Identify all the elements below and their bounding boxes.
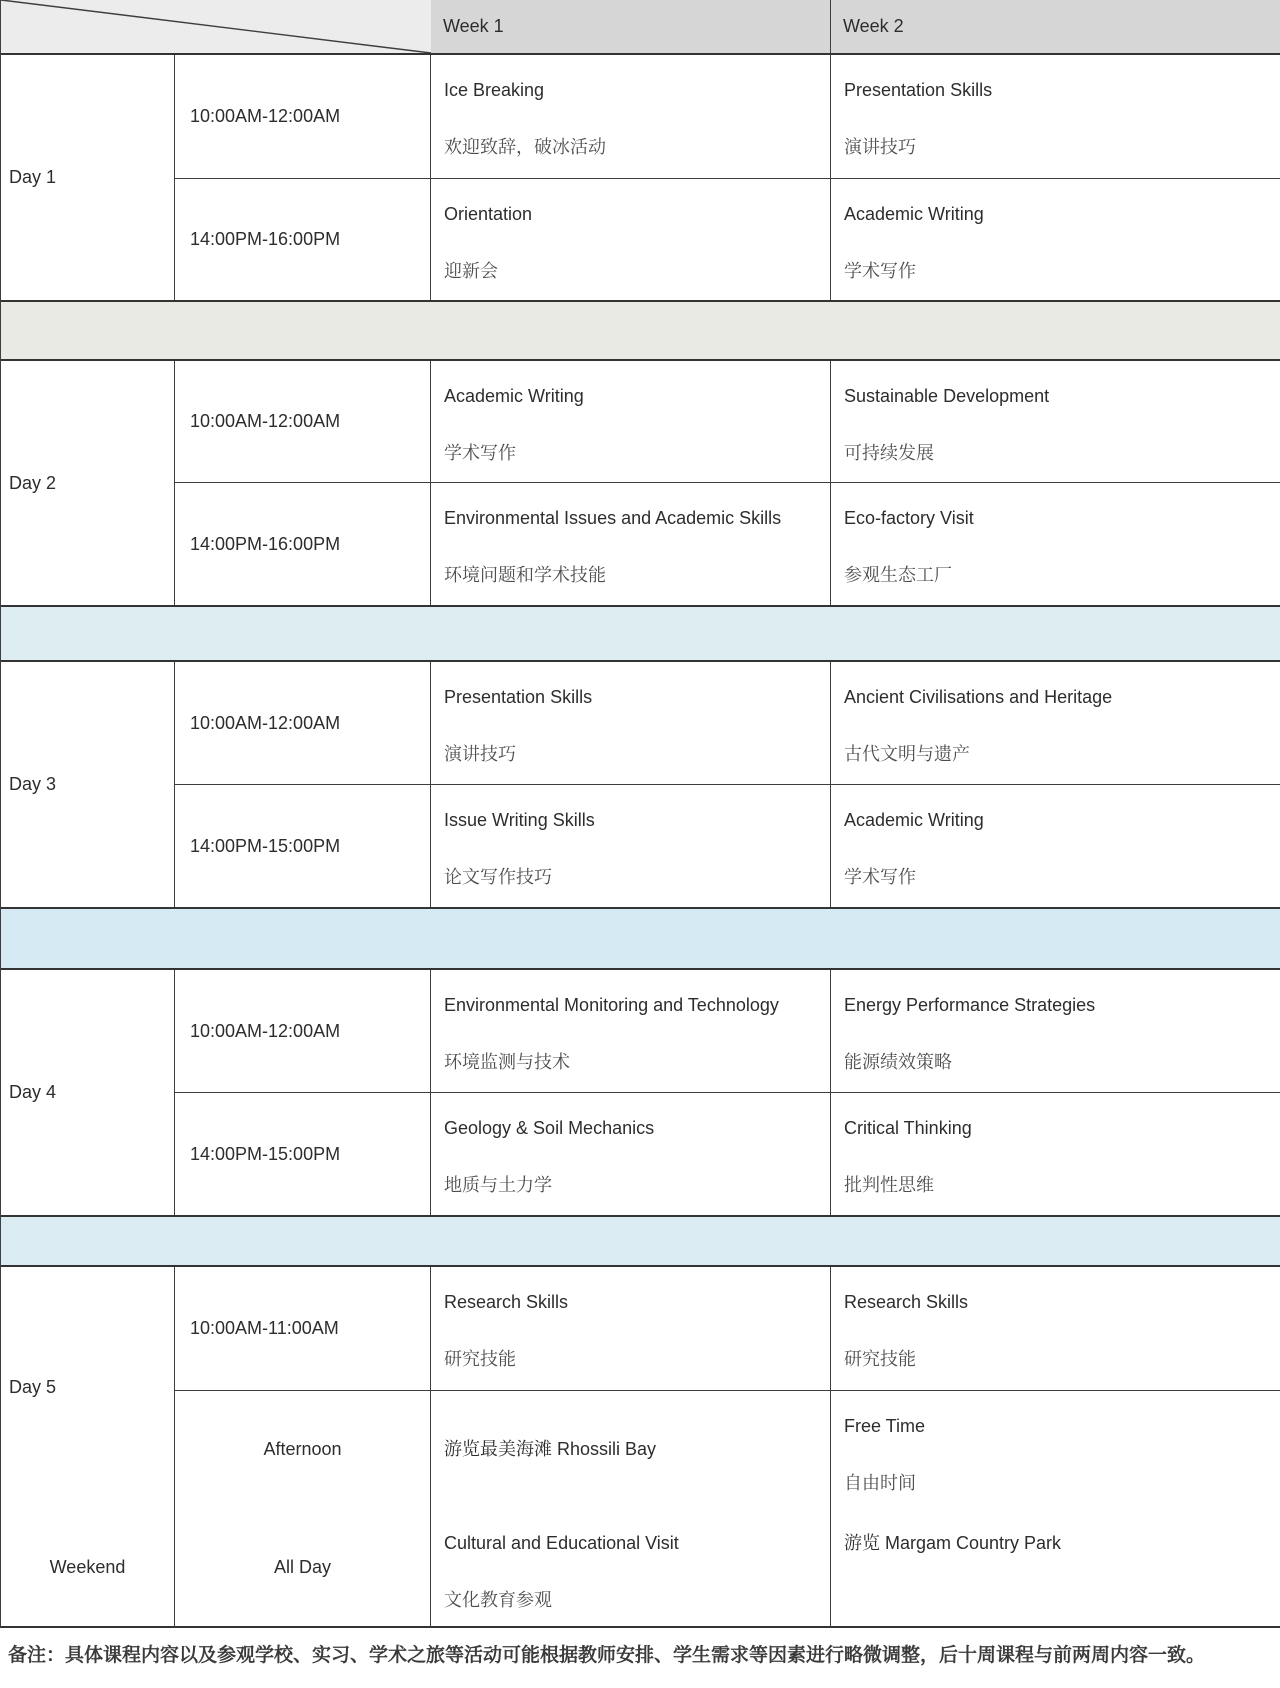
course-title-en: Ancient Civilisations and Heritage <box>844 687 1113 707</box>
course-title-en: Energy Performance Strategies <box>844 995 1096 1015</box>
course-cell <box>431 55 831 179</box>
course-title-en: Environmental Monitoring and Technology <box>444 995 779 1015</box>
course-title-zh: 迎新会 <box>444 261 498 281</box>
course-cell <box>431 361 831 483</box>
course-cell <box>831 1267 1280 1391</box>
time-slot: Afternoon <box>175 1391 431 1508</box>
course-cell <box>431 1093 831 1215</box>
course-cell <box>431 1391 831 1508</box>
course-title-en: Academic Writing <box>844 204 984 224</box>
course-title-zh: 学术写作 <box>844 261 916 281</box>
separator-band <box>1 300 1280 361</box>
footnote: 备注：具体课程内容以及参观学校、实习、学术之旅等活动可能根据教师安排、学生需求等因素进行略微调整，后十周课程与前两周内容一致。 <box>8 1645 1206 1666</box>
course-cell <box>831 483 1280 605</box>
day-label: Day 4 <box>1 970 175 1215</box>
course-cell <box>431 785 831 907</box>
day-label: Day 5 <box>1 1267 175 1508</box>
course-cell <box>831 662 1280 785</box>
course-title-zh: 地质与土力学 <box>444 1175 552 1195</box>
course-title-en: Ice Breaking <box>444 80 545 100</box>
course-title-zh: 演讲技巧 <box>444 744 516 764</box>
course-title-zh: 学术写作 <box>444 443 516 463</box>
course-cell <box>831 179 1280 300</box>
course-cell <box>431 1267 831 1391</box>
header-corner-cell <box>1 0 431 55</box>
time-slot: 14:00PM-15:00PM <box>175 1093 431 1215</box>
course-title-zh: 研究技能 <box>444 1349 516 1369</box>
time-slot: All Day <box>175 1508 431 1628</box>
day-label: Day 3 <box>1 662 175 907</box>
time-slot: 14:00PM-16:00PM <box>175 179 431 300</box>
day-label: Day 1 <box>1 55 175 300</box>
time-slot: 10:00AM-12:00AM <box>175 662 431 785</box>
course-title-zh: 文化教育参观 <box>444 1590 552 1610</box>
header-week1: Week 1 <box>431 0 831 55</box>
course-title-zh: 参观生态工厂 <box>844 565 952 585</box>
course-title-en: Environmental Issues and Academic Skills <box>444 508 782 528</box>
course-title-en: 游览 Margam Country Park <box>844 1533 1062 1553</box>
header-week2: Week 2 <box>831 0 1280 55</box>
course-title-zh: 批判性思维 <box>844 1175 934 1195</box>
course-cell <box>831 1508 1280 1628</box>
course-cell <box>831 361 1280 483</box>
course-cell <box>831 970 1280 1093</box>
course-title-en: Academic Writing <box>444 386 584 406</box>
time-slot: 14:00PM-15:00PM <box>175 785 431 907</box>
course-title-en: Research Skills <box>444 1292 569 1312</box>
course-cell <box>431 662 831 785</box>
course-cell <box>431 483 831 605</box>
course-cell <box>431 970 831 1093</box>
course-title-en: Sustainable Development <box>844 386 1050 406</box>
course-title-en: Eco-factory Visit <box>844 508 974 528</box>
day-label: Day 2 <box>1 361 175 605</box>
course-title-zh: 演讲技巧 <box>844 137 916 157</box>
course-title-zh: 研究技能 <box>844 1349 916 1369</box>
separator-band <box>1 605 1280 662</box>
time-slot: 10:00AM-11:00AM <box>175 1267 431 1391</box>
course-cell <box>831 1391 1280 1508</box>
course-title-zh: 论文写作技巧 <box>444 867 552 887</box>
course-title-zh: 欢迎致辞，破冰活动 <box>444 137 606 157</box>
course-cell <box>431 179 831 300</box>
time-slot: 10:00AM-12:00AM <box>175 361 431 483</box>
course-title-zh: 自由时间 <box>844 1473 916 1493</box>
separator-band <box>1 1215 1280 1267</box>
course-title-en: Orientation <box>444 204 533 224</box>
course-cell <box>431 1508 831 1628</box>
course-title-en: Geology & Soil Mechanics <box>444 1118 655 1138</box>
course-title-zh: 环境监测与技术 <box>444 1052 570 1072</box>
course-title-en: Presentation Skills <box>844 80 993 100</box>
course-title-en: Free Time <box>844 1416 926 1436</box>
course-title-zh: 古代文明与遗产 <box>844 744 970 764</box>
time-slot: 14:00PM-16:00PM <box>175 483 431 605</box>
course-title-en: Issue Writing Skills <box>444 810 595 830</box>
course-cell <box>831 785 1280 907</box>
diagonal-divider-line <box>1 0 431 53</box>
course-title-zh: 能源绩效策略 <box>844 1052 952 1072</box>
time-slot: 10:00AM-12:00AM <box>175 55 431 179</box>
course-title-zh: 环境问题和学术技能 <box>444 565 606 585</box>
course-cell <box>831 55 1280 179</box>
course-title-en: Critical Thinking <box>844 1118 972 1138</box>
course-title-zh: 学术写作 <box>844 867 916 887</box>
course-title-en: Cultural and Educational Visit <box>444 1533 679 1553</box>
course-title-en: 游览最美海滩 Rhossili Bay <box>444 1439 657 1459</box>
time-slot: 10:00AM-12:00AM <box>175 970 431 1093</box>
separator-band <box>1 907 1280 970</box>
course-cell <box>831 1093 1280 1215</box>
course-title-en: Academic Writing <box>844 810 984 830</box>
course-title-en: Research Skills <box>844 1292 969 1312</box>
course-title-zh: 可持续发展 <box>844 443 934 463</box>
day-label: Weekend <box>1 1508 175 1628</box>
course-title-en: Presentation Skills <box>444 687 593 707</box>
